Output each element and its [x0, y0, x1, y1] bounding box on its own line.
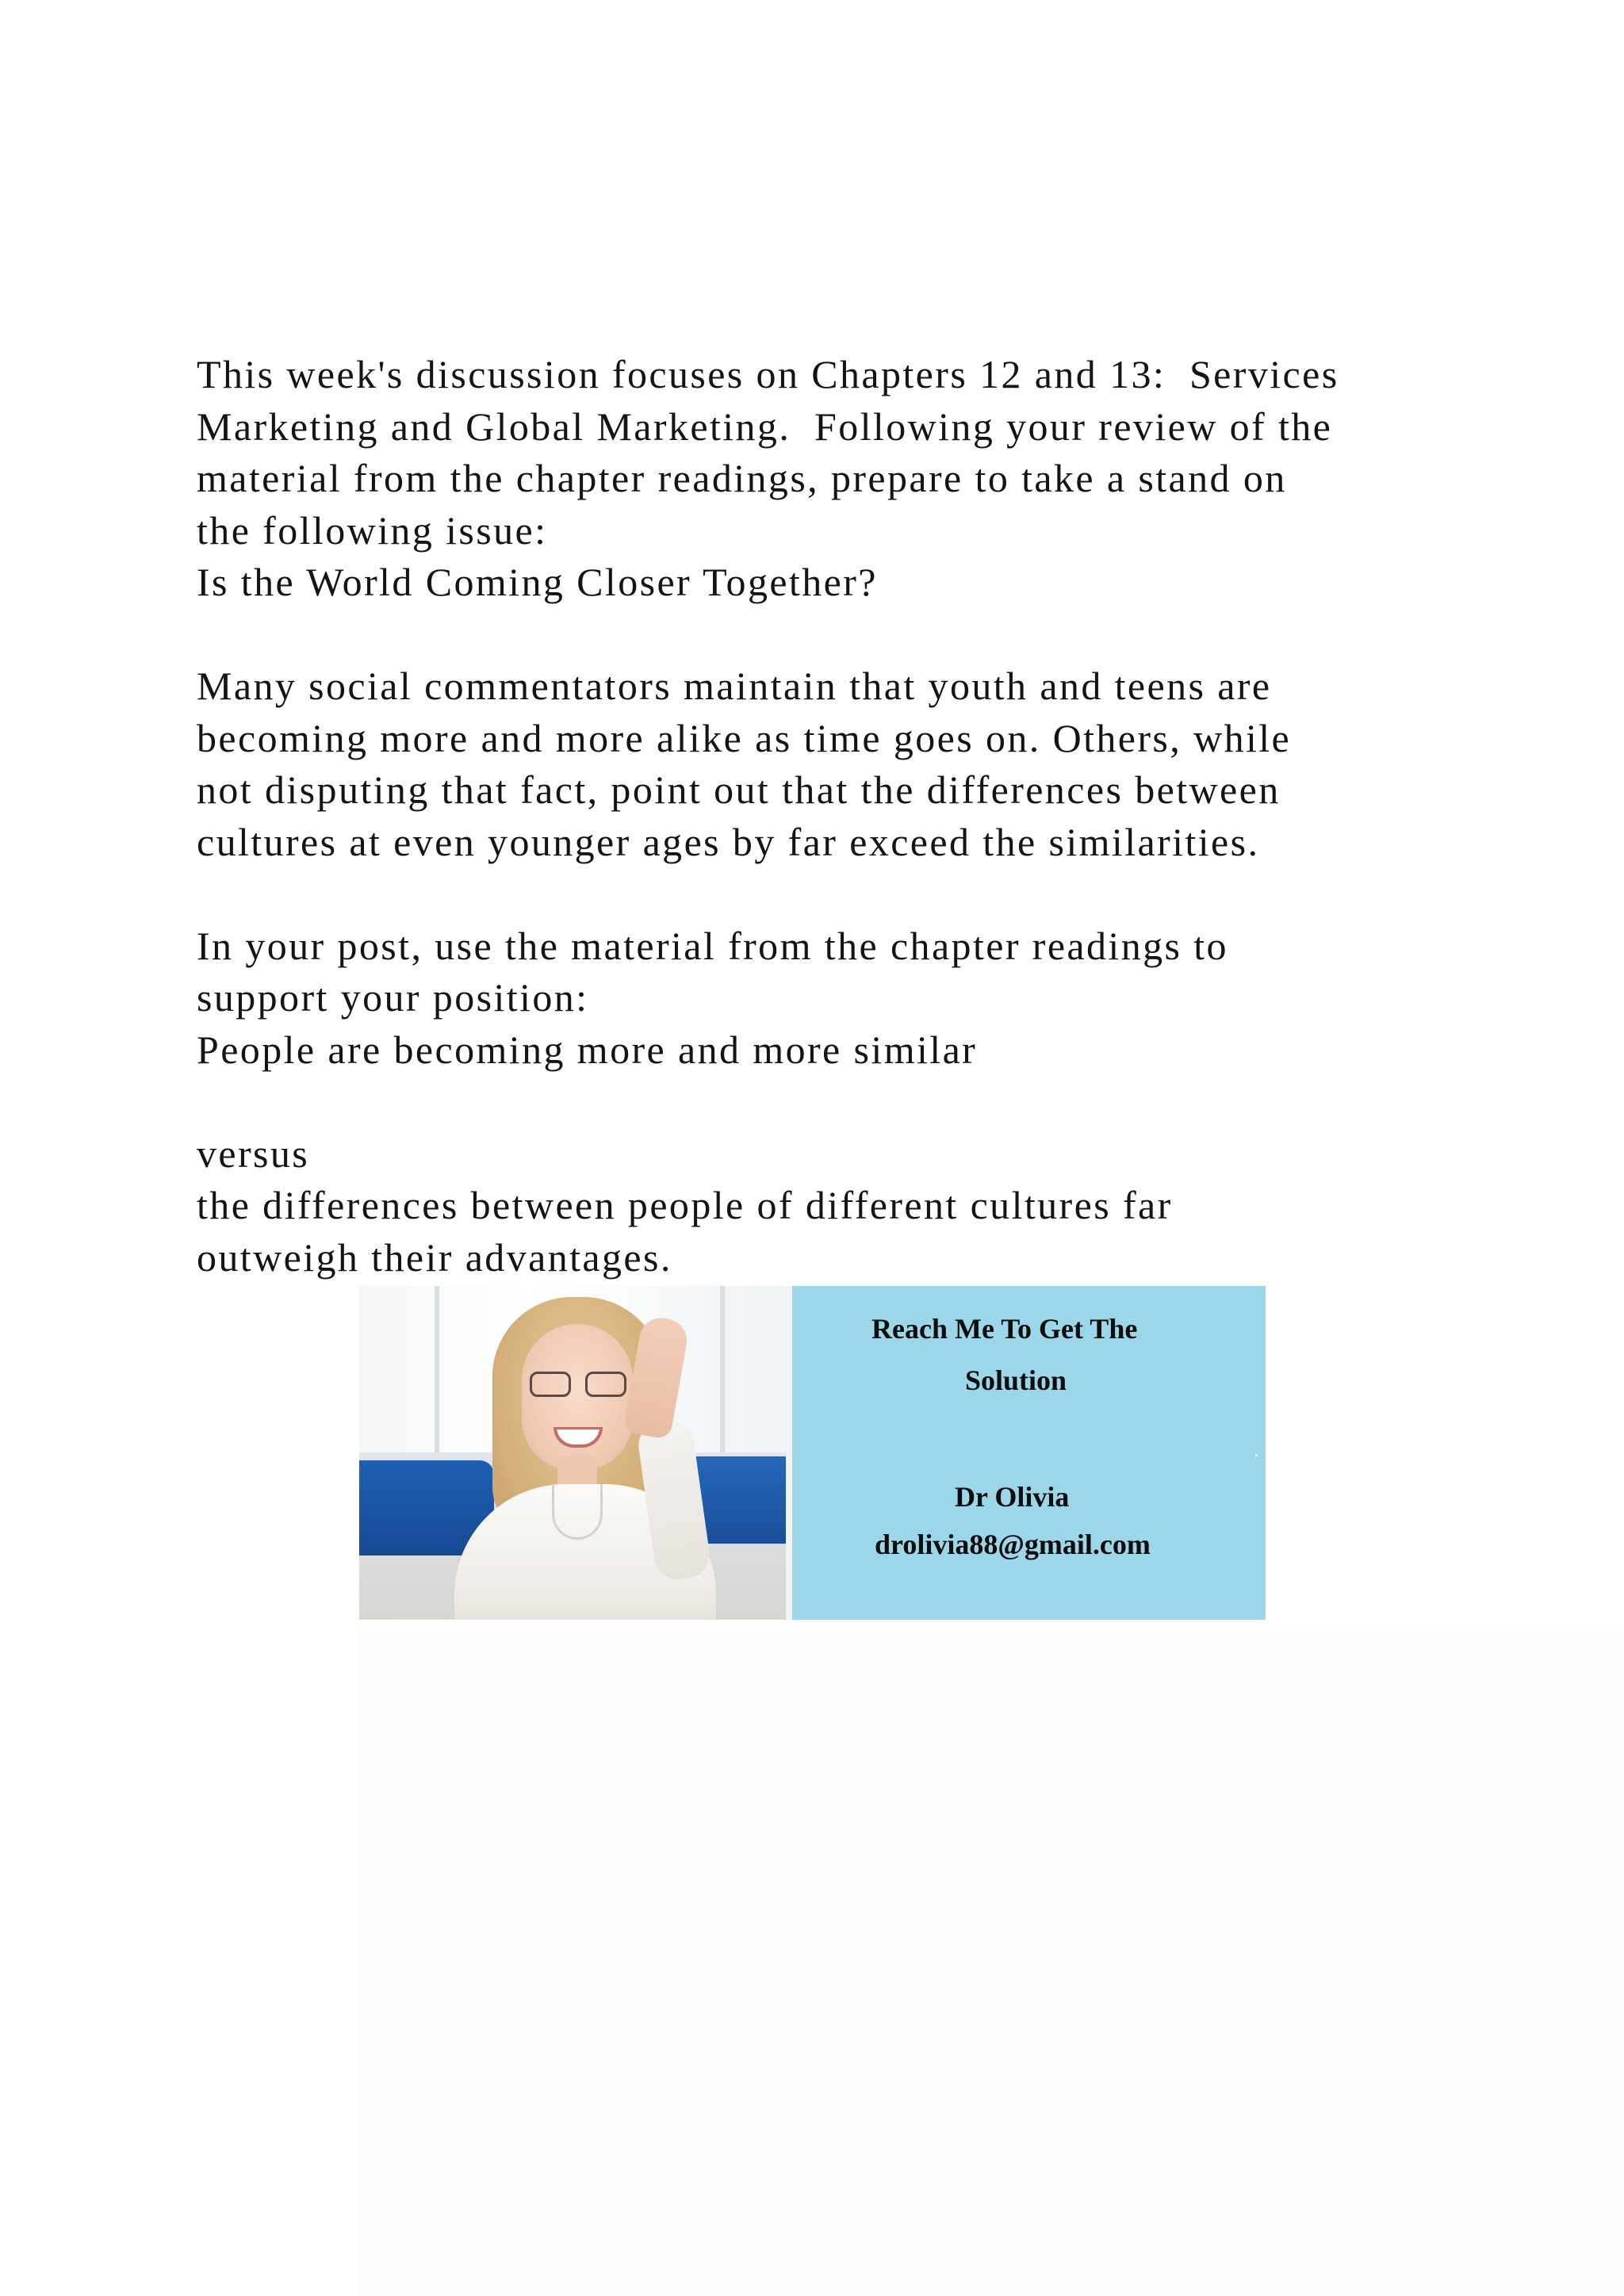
speck: [1255, 1454, 1258, 1456]
text-line: In your post, use the material from the chapter readings to: [197, 923, 1228, 968]
text-line: This week's discussion focuses on Chapters 12 and 13: Services: [197, 352, 1339, 396]
contact-info-panel: [792, 1286, 1266, 1620]
window-frame: [435, 1286, 439, 1452]
contact-name: Dr Olivia: [955, 1481, 1070, 1513]
text-line: not disputing that fact, point out that the differences between: [197, 767, 1281, 812]
text-line: outweigh their advantages.: [197, 1234, 672, 1280]
text-line: Marketing and Global Marketing. Following your review of the: [197, 404, 1333, 449]
banner-heading-line1: Reach Me To Get The: [871, 1313, 1138, 1345]
text-line: material from the chapter readings, prepare to take a stand on: [197, 456, 1287, 500]
contact-email-link[interactable]: drolivia88@gmail.com: [875, 1529, 1151, 1560]
position-b: the differences between people of different cultures far: [197, 1183, 1173, 1227]
banner-divider: [786, 1286, 792, 1620]
text-line: becoming more and more alike as time goes on. Others, while: [197, 715, 1292, 760]
banner-heading-line2: Solution: [965, 1364, 1067, 1396]
lens: [530, 1372, 571, 1397]
text-line: the following issue:: [197, 507, 548, 553]
versus-label: versus: [197, 1131, 310, 1176]
text-line: support your position:: [197, 975, 589, 1020]
position-a: People are becoming more and more similar: [197, 1027, 978, 1072]
text-line: Many social commentators maintain that youth and teens are: [197, 664, 1272, 708]
page-background-tint: [357, 1625, 1624, 2296]
smiling-woman-photo: [359, 1286, 786, 1620]
text-line: cultures at even younger ages by far exceed the similarities.: [197, 819, 1260, 864]
blouse-neckline: [552, 1484, 603, 1540]
paragraph-gap: [197, 609, 1529, 661]
contact-banner: [359, 1286, 1266, 1620]
paragraph-gap: [197, 868, 1529, 920]
lens: [585, 1372, 626, 1397]
paragraph-gap: [197, 1076, 1529, 1128]
issue-question: Is the World Coming Closer Together?: [197, 560, 878, 604]
document-body: [197, 349, 1529, 1284]
glasses-icon: [530, 1372, 628, 1399]
window-frame: [720, 1286, 725, 1452]
